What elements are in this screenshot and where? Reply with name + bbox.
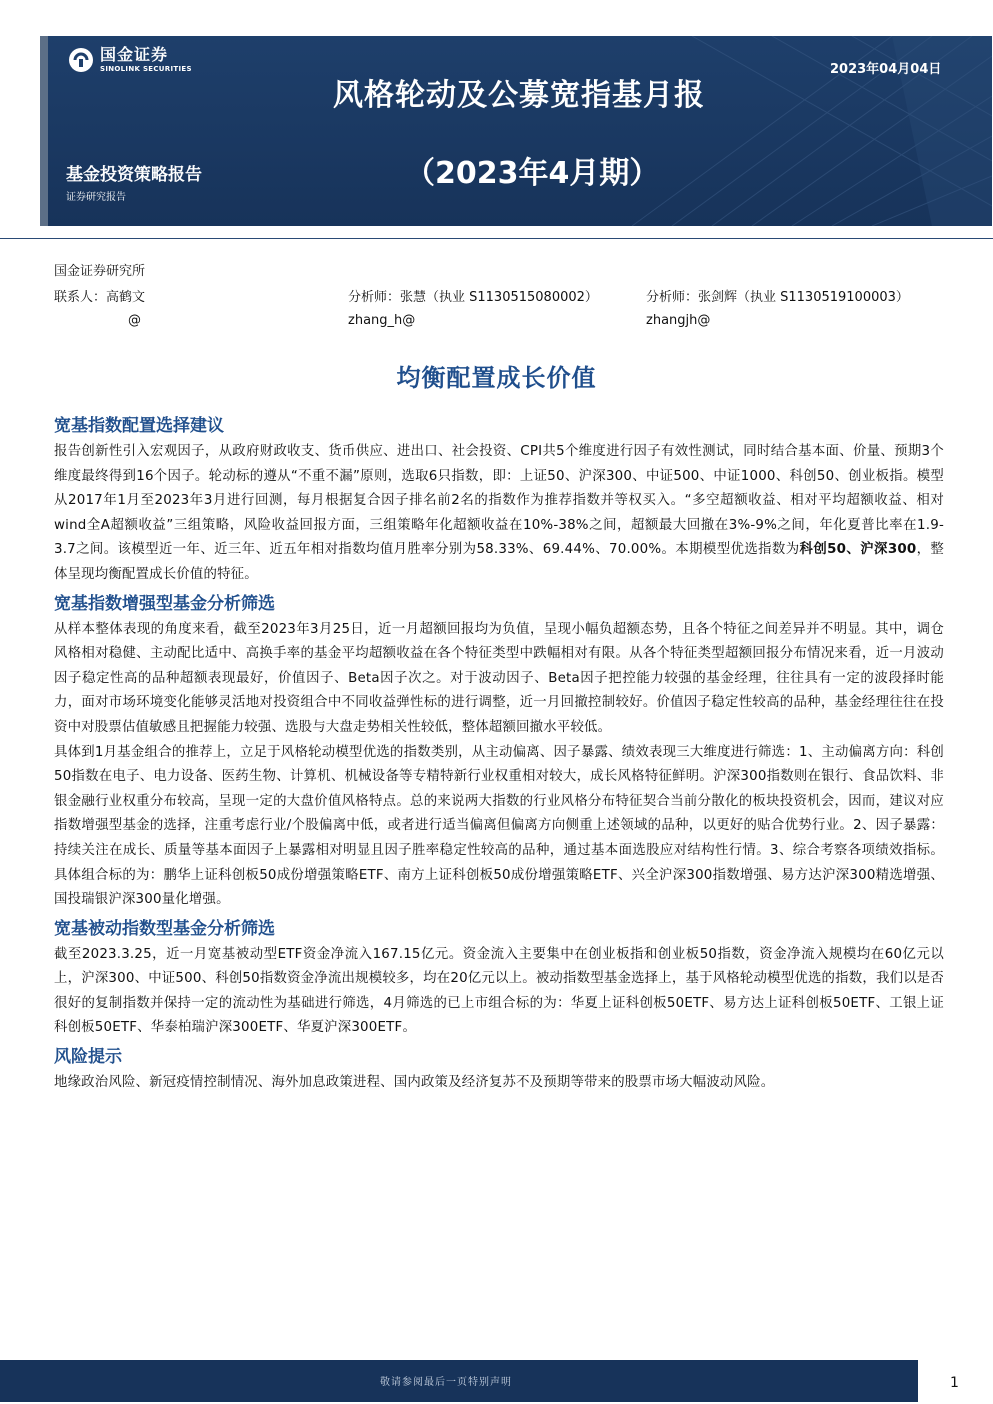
analyst-zhang-jianhui: 分析师：张剑辉（执业 S1130519100003） [646,290,909,305]
institute-name: 国金证券研究所 [54,264,146,279]
logo-name-en: SINOLINK SECURITIES [100,65,192,73]
section-title: 宽基指数增强型基金分析筛选 [54,593,275,614]
paragraph-text-tail: ，整体呈现均衡配置成长价值的特征。 [54,542,944,582]
section-title: 宽基指数配置选择建议 [54,416,224,436]
footer-notice: 敬请参阅最后一页特别声明 [380,1377,512,1388]
section-title: 风险提示 [54,1047,122,1068]
report-body [54,410,944,1096]
report-date: 2023年04月04日 [830,62,942,77]
analyst-zhang-hui: 分析师：张慧（执业 S1130515080002） [348,290,598,305]
report-subtype: 证券研究报告 [66,192,126,203]
page-footer [0,1360,918,1402]
section-paragraph: 从样本整体表现的角度来看，截至2023年3月25日，近一月超额回报均为负值，呈现小幅负超额态势，且各个特征之间差异并不明显。其中，调仓风格相对稳健、主动配比适中、高换手率的基金平均超额收益在各个特征类型中跌幅相对有限。从各个特征类型超额回报分布情况来看，近一月波动因子稳定性高的品种超额表现最好，价值因子、Beta因子次之。对于波动因子、Beta因子把控能力较强的基金经理，往往具有一定的波段择时能力，面对市场环境变化能够灵活地对投资组合中不同收益弹性标的进行调整，近一月回撤控制较好。价值因子稳定性较高的品种，基金经理往往在投资中对股票估值敏感且把握能力较强、选股与大盘走势相关性较低，整体超额回撤水平较低。 [54,621,944,735]
report-type: 基金投资策略报告 [66,165,202,185]
section-paragraph: 具体到1月基金组合的推荐上，立足于风格轮动模型优选的指数类别，从主动偏离、因子暴露、绩效表现三大维度进行筛选：1、主动偏离方向：科创50指数在电子、电力设备、医药生物、计算机、机械设备等专精特新行业权重相对较大，成长风格特征鲜明。沪深300指数则在银行、食品饮料、非银金融行业权重分布较高，呈现一定的大盘价值风格特点。总的来说两大指数的行业风格分布特征契合当前分散化的板块投资机会，因而，建议对应指数增强型基金的选择，注重考虑行业/个股偏离中低，或者进行适当偏离但偏离方向侧重上述领域的品种，以更好的贴合优势行业。2、因子暴露：持续关注在成长、质量等基本面因子上暴露相对明显且因子胜率稳定性较高的品种，通过基本面选股应对结构性行情。3、综合考察各项绩效指标。具体组合标的为：鹏华上证科创板50成份增强策略ETF、南方上证科创板50成份增强策略ETF、兴全沪深300指数增强、易方达沪深300精选增强、国投瑞银沪深300量化增强。 [54,744,944,908]
logo-name-cn: 国金证券 [100,45,169,64]
analyst-zhang-hui-email[interactable]: zhang_h@ [348,313,416,328]
logo-mark-icon [68,47,94,73]
contact-email[interactable]: @ [128,313,141,328]
analyst-zhang-jianhui-email[interactable]: zhangjh@ [646,313,711,328]
highlight-indices: 科创50、沪深300 [799,542,917,558]
section-title: 宽基被动指数型基金分析筛选 [54,918,275,939]
report-title: 风格轮动及公募宽指基月报 [333,78,705,113]
section-paragraph [54,440,944,588]
report-issue: （2023年4月期） [405,156,660,191]
page-number: 1 [950,1375,959,1391]
banner-edge [40,36,48,226]
paragraph-text: 报告创新性引入宏观因子，从政府财政收支、货币供应、进出口、社会投资、CPI共5个维度进行因子有效性测试，同时结合基本面、价量、预期3个维度最终得到16个因子。轮动标的遵从“不重不漏”原则，选取6只指数，即：上证50、沪深300、中证500、中证1000、科创50、创业板指。模型从2017年1月至2023年3月进行回测，每月根据复合因子排名前2名的指数作为推荐指数并等权买入。“多空超额收益、相对平均超额收益、相对wind全A超额收益”三组策略，风险收益回报方面，三组策略年化超额收益在10%-38%之间，超额最大回撤在3%-9%之间，年化夏普比率在1.9-3.7之间。该模型近一年、近三年、近五年相对指数均值月胜率分别为58.33%、69.44%、70.00%。本期模型优选指数为 [54,444,944,558]
section-paragraph: 地缘政治风险、新冠疫情控制情况、海外加息政策进程、国内政策及经济复苏不及预期等带来的股票市场大幅波动风险。 [54,1075,775,1091]
contact-person: 联系人：高鹤文 [54,290,146,305]
header-divider [0,238,993,239]
report-headline: 均衡配置成长价值 [396,364,597,392]
section-paragraph: 截至2023.3.25，近一月宽基被动型ETF资金净流入167.15亿元。资金流入主要集中在创业板指和创业板50指数，资金净流入规模均在60亿元以上，沪深300、中证500、科创50指数资金净流出规模较多，均在20亿元以上。被动指数型基金选择上，基于风格轮动模型优选的指数，我们以是否很好的复制指数并保持一定的流动性为基础进行筛选，4月筛选的已上市组合标的为：华夏上证科创板50ETF、易方达上证科创板50ETF、工银上证科创板50ETF、华泰柏瑞沪深300ETF、华夏沪深300ETF。 [54,946,944,1036]
company-logo [68,46,192,74]
